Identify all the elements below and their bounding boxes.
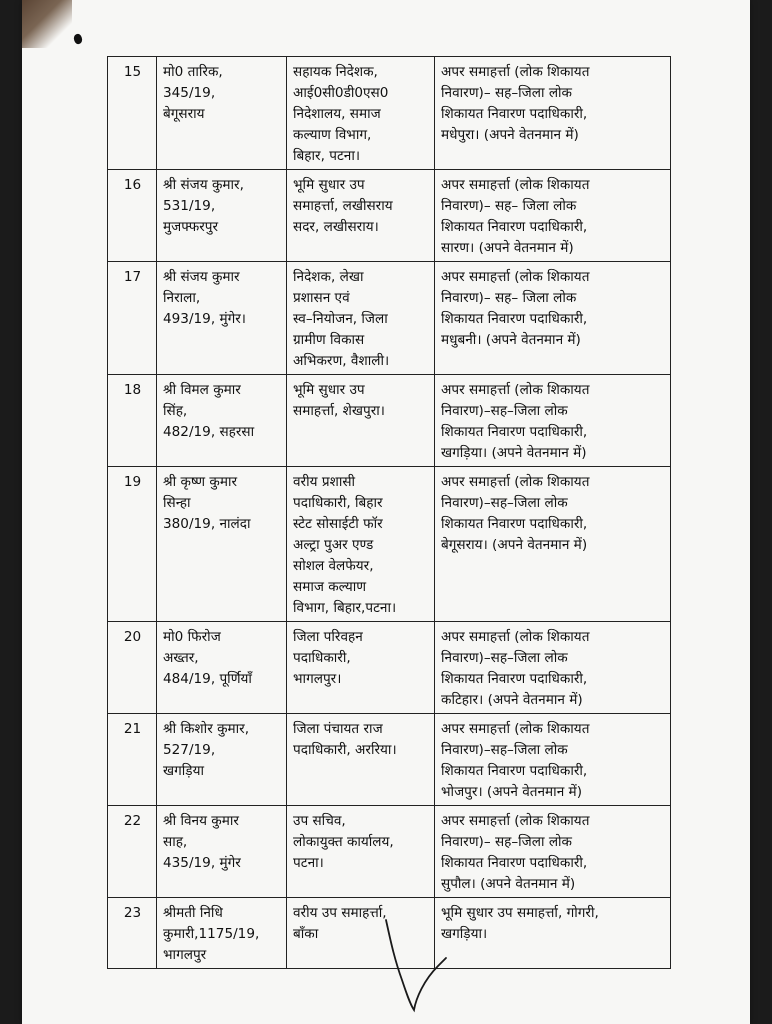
- current-posting: जिला पंचायत राज पदाधिकारी, अररिया।: [287, 714, 435, 806]
- current-posting: वरीय उप समाहर्त्ता, बाँका: [287, 898, 435, 969]
- page-corner-shadow: [22, 0, 72, 48]
- new-posting: अपर समाहर्त्ता (लोक शिकायत निवारण)–सह–जिला लोक शिकायत निवारण पदाधिकारी, भोजपुर। (अपने वेतनमान में): [435, 714, 671, 806]
- new-posting: अपर समाहर्त्ता (लोक शिकायत निवारण)–सह–जिला लोक शिकायत निवारण पदाधिकारी, कटिहार। (अपने वेतनमान में): [435, 622, 671, 714]
- handwritten-signature-icon: [380, 918, 450, 1018]
- table-row: [108, 57, 671, 170]
- table-row: [108, 806, 671, 898]
- current-posting: उप सचिव, लोकायुक्त कार्यालय, पटना।: [287, 806, 435, 898]
- table-row: [108, 714, 671, 806]
- current-posting: निदेशक, लेखा प्रशासन एवं स्व–नियोजन, जिला ग्रामीण विकास अभिकरण, वैशाली।: [287, 262, 435, 375]
- officer-name: श्री विमल कुमार सिंह, 482/19, सहरसा: [157, 375, 287, 467]
- serial-number: 16: [108, 170, 157, 262]
- new-posting: अपर समाहर्त्ता (लोक शिकायत निवारण)– सह–जिला लोक शिकायत निवारण पदाधिकारी, सुपौल। (अपने वेतनमान में): [435, 806, 671, 898]
- current-posting: वरीय प्रशासी पदाधिकारी, बिहार स्टेट सोसाईटी फॉर अल्ट्रा पुअर एण्ड सोशल वेलफेयर, समाज कल्याण विभाग, बिहार,पटना।: [287, 467, 435, 622]
- new-posting: भूमि सुधार उप समाहर्त्ता, गोगरी, खगड़िया।: [435, 898, 671, 969]
- current-posting: जिला परिवहन पदाधिकारी, भागलपुर।: [287, 622, 435, 714]
- new-posting: अपर समाहर्त्ता (लोक शिकायत निवारण)–सह–जिला लोक शिकायत निवारण पदाधिकारी, बेगूसराय। (अपने वेतनमान में): [435, 467, 671, 622]
- officer-name: श्री विनय कुमार साह, 435/19, मुंगेर: [157, 806, 287, 898]
- table-row: [108, 375, 671, 467]
- new-posting: अपर समाहर्त्ता (लोक शिकायत निवारण)–सह–जिला लोक शिकायत निवारण पदाधिकारी, खगड़िया। (अपने वेतनमान में): [435, 375, 671, 467]
- officer-name: श्री किशोर कुमार, 527/19, खगड़िया: [157, 714, 287, 806]
- table-row: [108, 170, 671, 262]
- serial-number: 22: [108, 806, 157, 898]
- new-posting: अपर समाहर्त्ता (लोक शिकायत निवारण)– सह–जिला लोक शिकायत निवारण पदाधिकारी, मधेपुरा। (अपने वेतनमान में): [435, 57, 671, 170]
- officer-name: मो0 तारिक, 345/19, बेगूसराय: [157, 57, 287, 170]
- serial-number: 21: [108, 714, 157, 806]
- serial-number: 23: [108, 898, 157, 969]
- officer-name: श्रीमती निधि कुमारी,1175/19, भागलपुर: [157, 898, 287, 969]
- serial-number: 15: [108, 57, 157, 170]
- officer-name: श्री संजय कुमार निराला, 493/19, मुंगेर।: [157, 262, 287, 375]
- serial-number: 18: [108, 375, 157, 467]
- current-posting: भूमि सुधार उप समाहर्त्ता, शेखपुरा।: [287, 375, 435, 467]
- officer-name: श्री कृष्ण कुमार सिन्हा 380/19, नालंदा: [157, 467, 287, 622]
- table-row: [108, 467, 671, 622]
- table-row: [108, 262, 671, 375]
- current-posting: भूमि सुधार उप समाहर्त्ता, लखीसराय सदर, लखीसराय।: [287, 170, 435, 262]
- officer-name: मो0 फिरोज अख्तर, 484/19, पूर्णियाँ: [157, 622, 287, 714]
- serial-number: 20: [108, 622, 157, 714]
- serial-number: 19: [108, 467, 157, 622]
- serial-number: 17: [108, 262, 157, 375]
- posting-table: [107, 56, 671, 969]
- new-posting: अपर समाहर्त्ता (लोक शिकायत निवारण)– सह– जिला लोक शिकायत निवारण पदाधिकारी, मधुबनी। (अपने वेतनमान में): [435, 262, 671, 375]
- officer-name: श्री संजय कुमार, 531/19, मुजफ्फरपुर: [157, 170, 287, 262]
- new-posting: अपर समाहर्त्ता (लोक शिकायत निवारण)– सह– जिला लोक शिकायत निवारण पदाधिकारी, सारण। (अपने वेतनमान में): [435, 170, 671, 262]
- table-row: [108, 622, 671, 714]
- current-posting: सहायक निदेशक, आई0सी0डी0एस0 निदेशालय, समाज कल्याण विभाग, बिहार, पटना।: [287, 57, 435, 170]
